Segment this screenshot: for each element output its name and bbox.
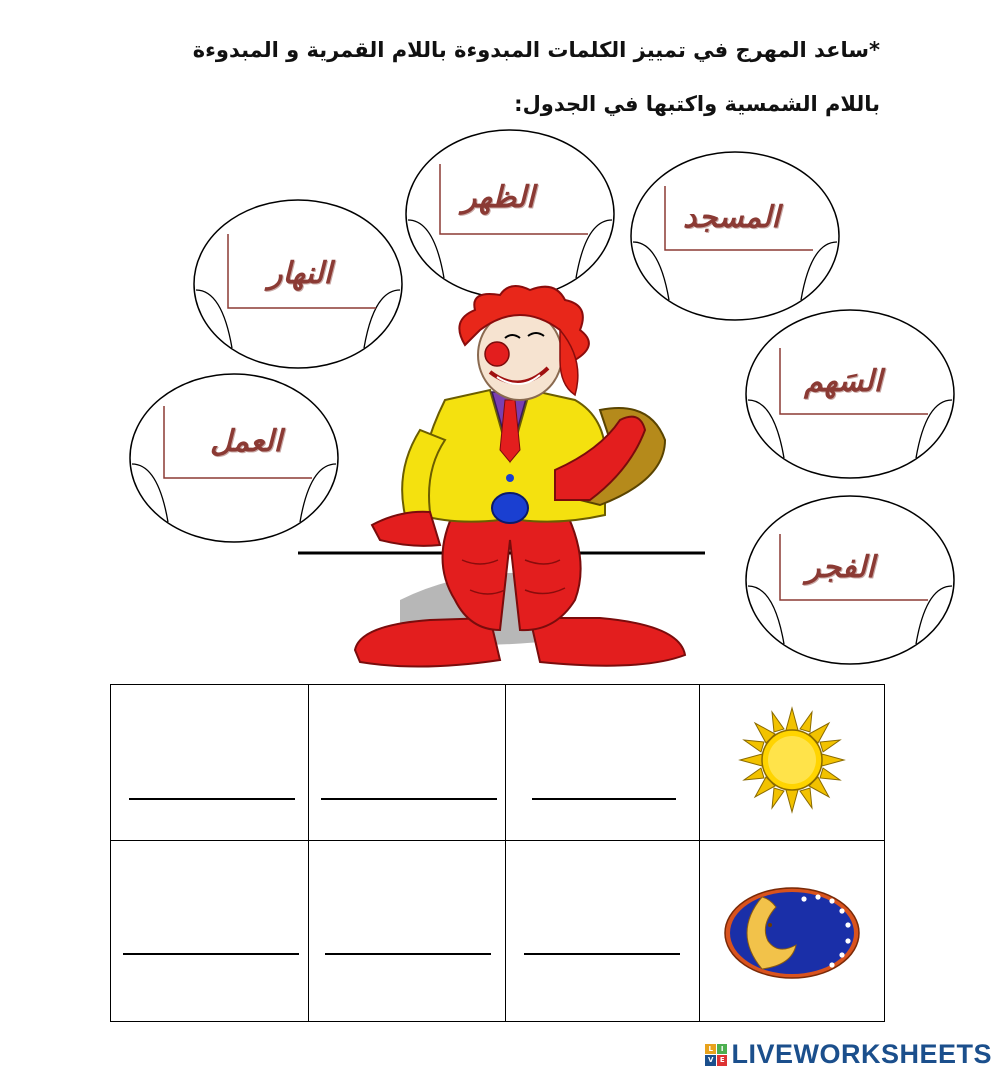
answer-cell[interactable] xyxy=(111,685,309,841)
moon-cell xyxy=(700,841,885,1022)
balloon-word: الظهر xyxy=(462,180,535,215)
answer-slot[interactable] xyxy=(123,953,299,955)
liveworksheets-logo[interactable] xyxy=(705,1039,992,1070)
jacket-button-icon xyxy=(492,493,528,523)
answer-cell[interactable] xyxy=(308,841,506,1022)
right-shoe-icon xyxy=(530,618,685,666)
balloon-word: المسجد xyxy=(683,200,780,235)
moon-icon xyxy=(722,885,862,981)
balloon-word: الفجر xyxy=(806,550,875,585)
brand-text: LIVEWORKSHEETS xyxy=(731,1039,992,1069)
balloon-word: النهار xyxy=(268,256,332,291)
sun-cell xyxy=(700,685,885,841)
table-row xyxy=(111,685,885,841)
answer-cell[interactable] xyxy=(506,685,700,841)
answer-cell[interactable] xyxy=(111,841,309,1022)
answer-slot[interactable] xyxy=(325,953,491,955)
left-glove-icon xyxy=(372,512,440,546)
instruction-line-1: *ساعد المهرج في تمييز الكلمات المبدوءة باللام القمرية و المبدوءة xyxy=(192,38,880,62)
balloon-word: السَهم xyxy=(804,364,883,399)
clown-nose-icon xyxy=(485,342,509,366)
liveworksheets-icon: L I V E xyxy=(705,1044,727,1066)
answer-slot[interactable] xyxy=(532,798,676,800)
sorting-table xyxy=(110,684,885,1022)
sun-icon xyxy=(732,705,852,815)
answer-slot[interactable] xyxy=(524,953,680,955)
instruction-line-2: باللام الشمسية واكتبها في الجدول: xyxy=(514,92,880,116)
answer-slot[interactable] xyxy=(321,798,497,800)
answer-cell[interactable] xyxy=(308,685,506,841)
answer-slot[interactable] xyxy=(129,798,295,800)
answer-cell[interactable] xyxy=(506,841,700,1022)
table-row xyxy=(111,841,885,1022)
balloon-word: العمل xyxy=(210,424,283,459)
